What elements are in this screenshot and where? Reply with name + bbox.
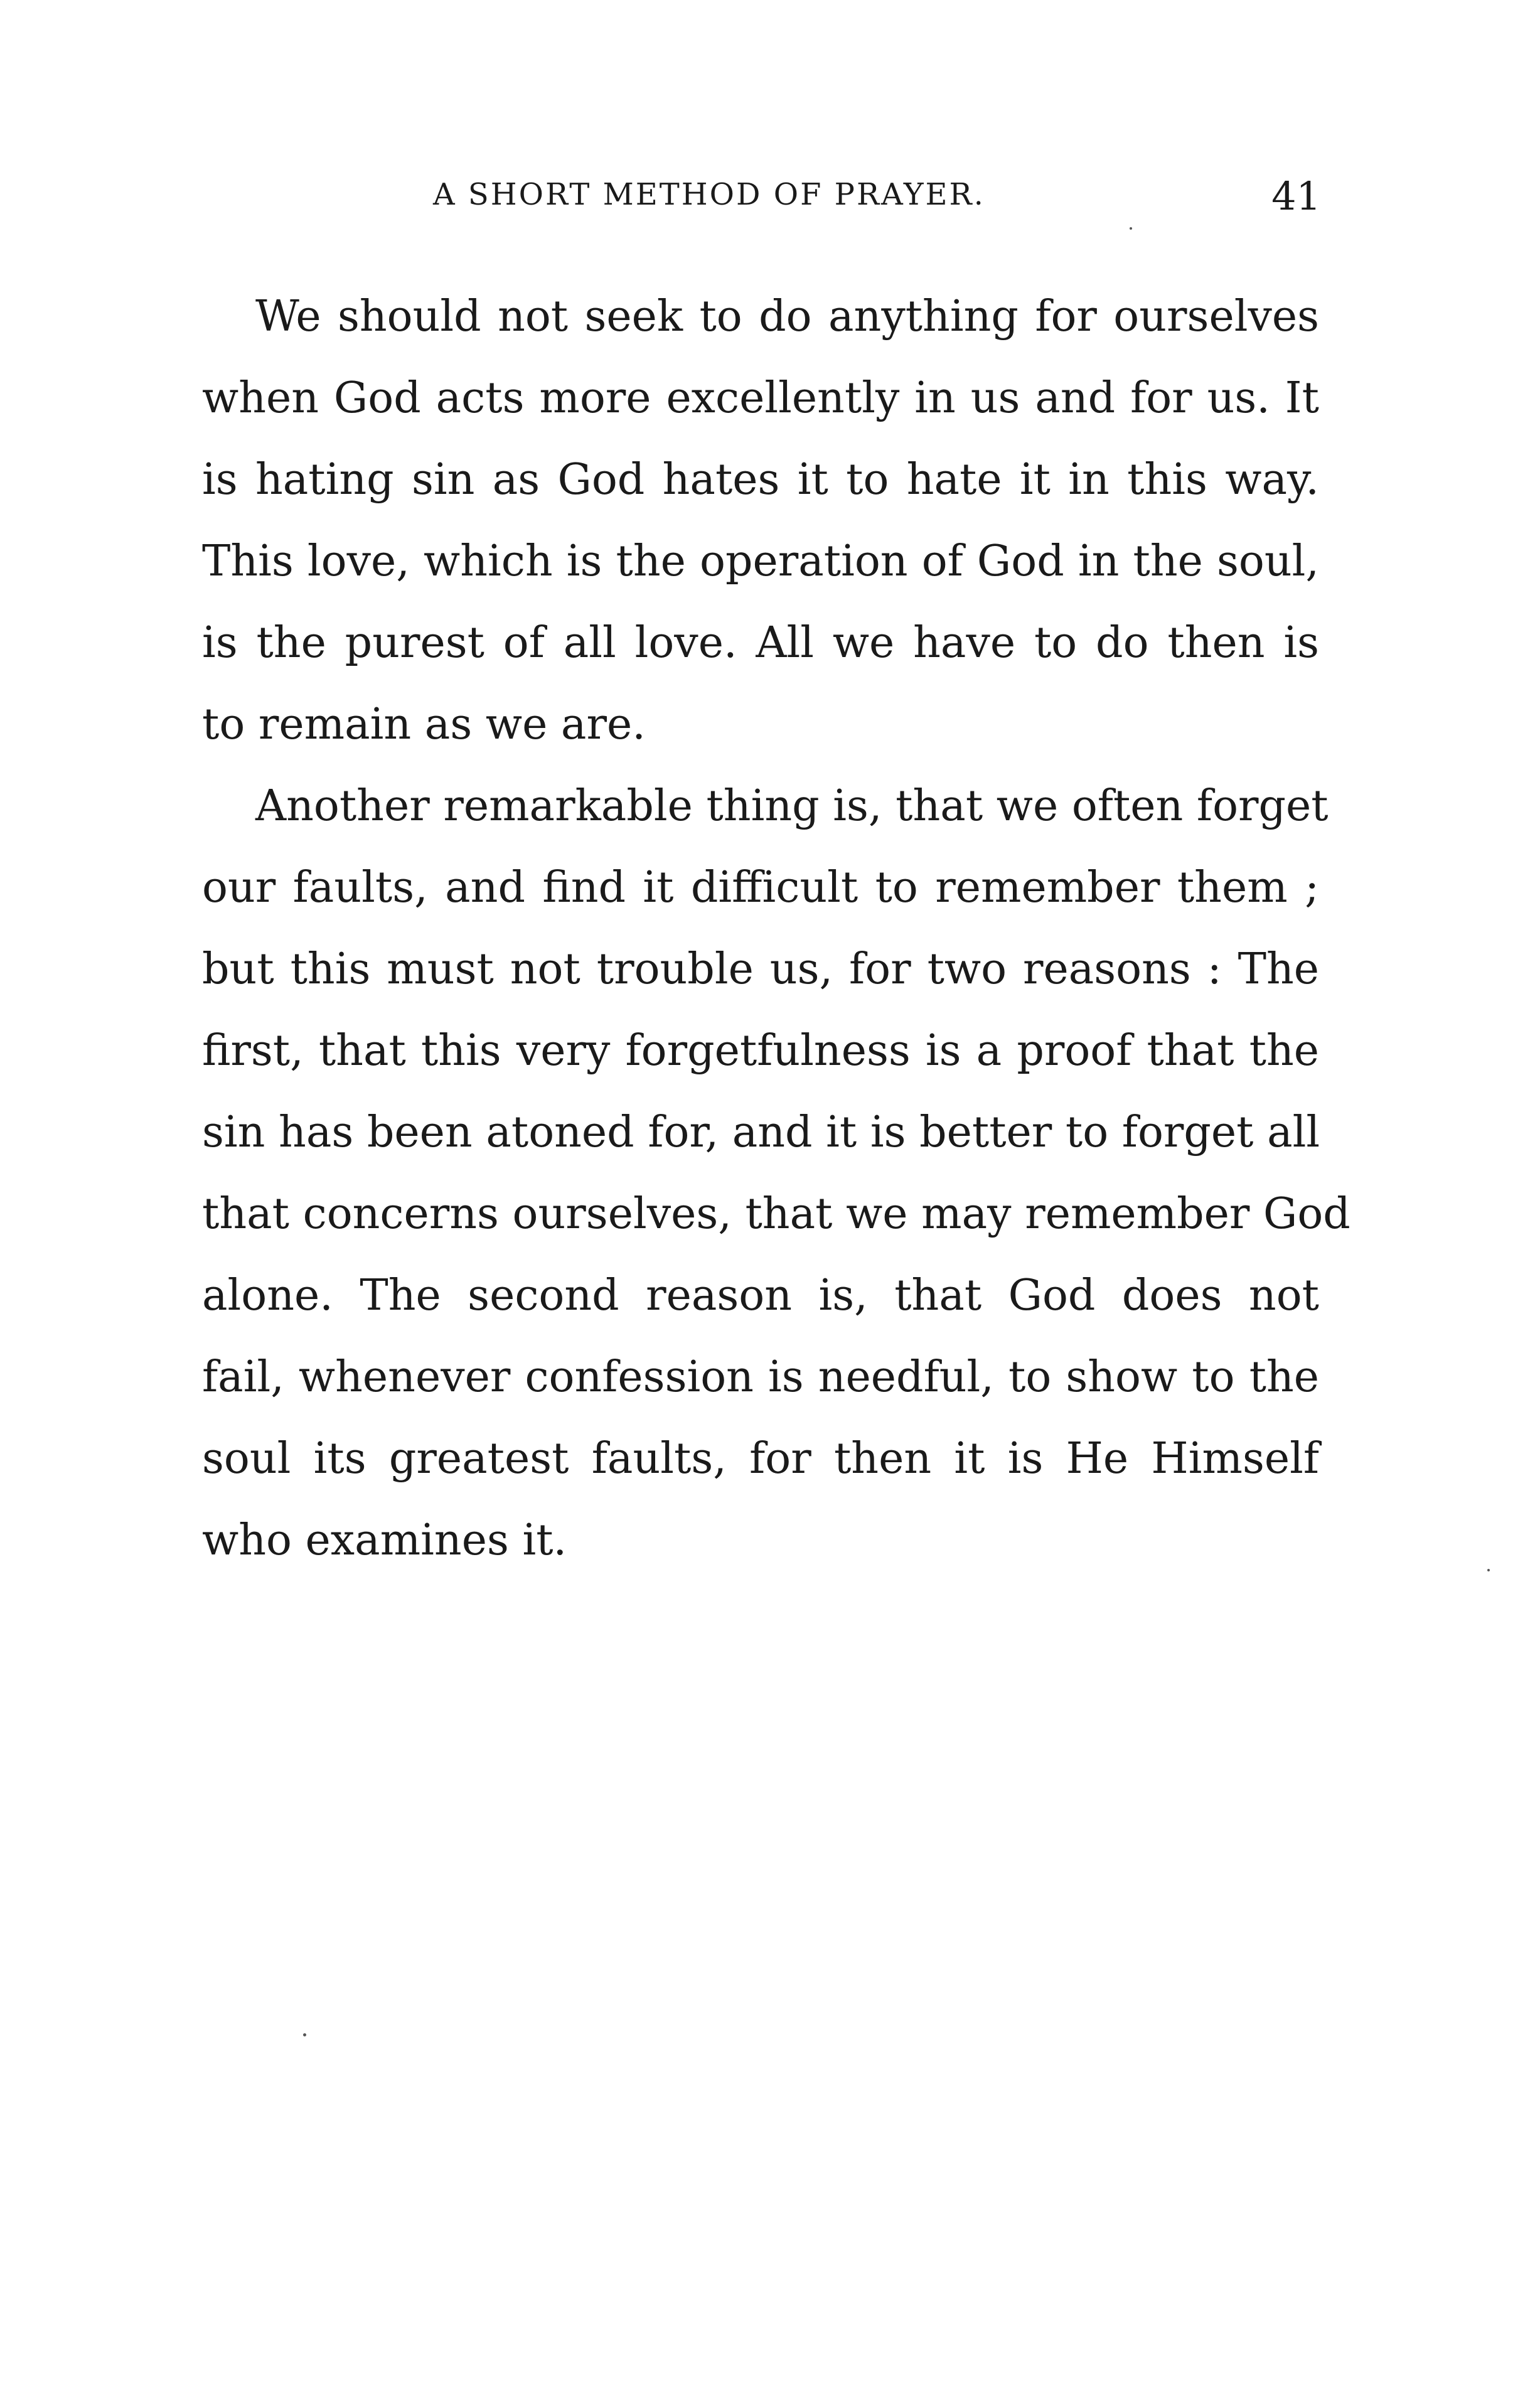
text-line: our faults, and find it difficult to remember them ;: [202, 863, 1319, 912]
text-line: who examines it.: [202, 1516, 567, 1565]
text-line: fail, whenever confession is needful, to show to the: [202, 1352, 1319, 1402]
text-line: We should not seek to do anything for ourselves: [255, 292, 1319, 341]
body-text: [202, 276, 1350, 1581]
running-head: [204, 173, 1321, 221]
text-line: that concerns ourselves, that we may remember God: [202, 1189, 1350, 1239]
text-line: when God acts more excellently in us and for us. It: [202, 373, 1319, 423]
paragraph-2: [202, 766, 1350, 1581]
paper-speck: [1130, 227, 1132, 230]
text-line: This love, which is the operation of God in the soul,: [202, 537, 1319, 586]
text-line: to remain as we are.: [202, 700, 646, 749]
running-title: A SHORT METHOD OF PRAYER.: [433, 177, 985, 212]
text-line: sin has been atoned for, and it is better to forget all: [202, 1108, 1320, 1157]
text-line: soul its greatest faults, for then it is He Himself: [202, 1434, 1319, 1484]
text-line: is hating sin as God hates it to hate it in this way.: [202, 455, 1319, 505]
page-number: 41: [1271, 173, 1321, 219]
paper-speck: [303, 2033, 306, 2036]
text-line: first, that this very forgetfulness is a proof that the: [202, 1026, 1319, 1076]
text-line: but this must not trouble us, for two reasons : The: [202, 944, 1319, 994]
text-line: Another remarkable thing is, that we often forget: [255, 781, 1329, 831]
paper-speck: [1487, 1569, 1490, 1571]
text-line: is the purest of all love. All we have to do then is: [202, 618, 1319, 668]
text-line: alone. The second reason is, that God does not: [202, 1271, 1319, 1320]
paragraph-1: [202, 276, 1319, 766]
